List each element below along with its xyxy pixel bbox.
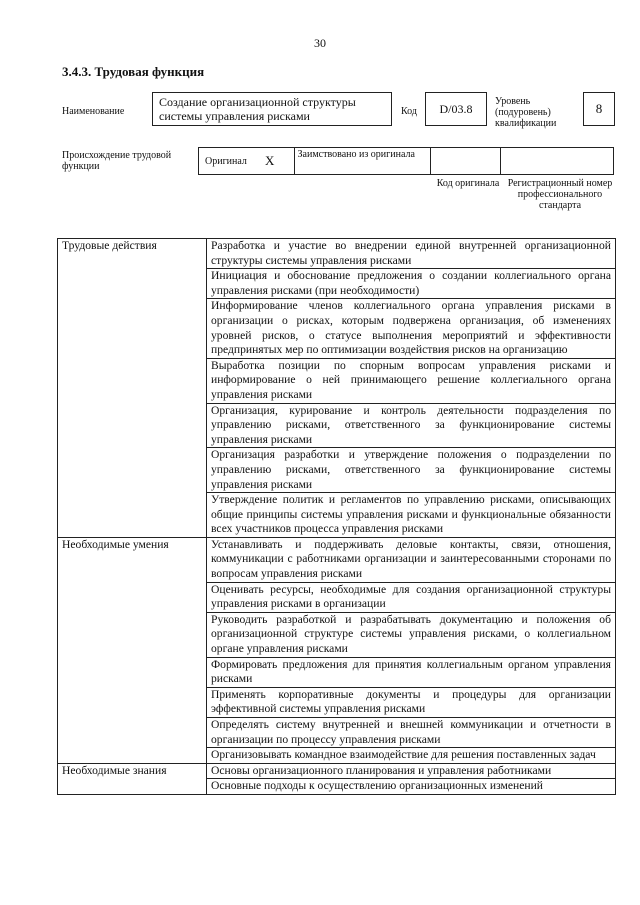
page-number: 30 bbox=[314, 36, 326, 50]
function-name-value: Создание организационной структуры системы управления рисками bbox=[159, 95, 356, 123]
table-cell: Организация, курирование и контроль деятельности подразделения по управлению рисками, ответственного за функционирование системы управления рисками bbox=[207, 403, 616, 448]
borrowed-label: Заимствовано из оригинала bbox=[297, 149, 415, 160]
section-label-skills: Необходимые умения bbox=[58, 537, 207, 763]
name-label: Наименование bbox=[62, 106, 125, 117]
original-mark: X bbox=[265, 153, 275, 168]
table-cell: Оценивать ресурсы, необходимые для создания организационной структуры управления рисками в организации bbox=[207, 582, 616, 612]
reg-number-cell bbox=[501, 148, 613, 174]
table-cell: Руководить разработкой и разрабатывать документацию и положения об организационной структуре системы управления рисками, о коллегиальном органе управления рисками bbox=[207, 612, 616, 657]
table-row bbox=[58, 763, 616, 779]
section-label-actions: Трудовые действия bbox=[58, 239, 207, 538]
code-label: Код bbox=[401, 106, 417, 117]
table-cell: Применять корпоративные документы и процедуры для организации эффективной системы управления рисками bbox=[207, 687, 616, 717]
level-label: Уровень (подуровень) квалификации bbox=[495, 96, 557, 129]
table-cell: Разработка и участие во внедрении единой внутренней организационной структуры системы управления рисками bbox=[207, 239, 616, 269]
table-cell: Основные подходы к осуществлению организационных изменений bbox=[207, 779, 616, 795]
table-cell: Организация разработки и утверждение положения о подразделении по управлению рисками, ответственного за функционирование системы управления рисками bbox=[207, 448, 616, 493]
level-value: 8 bbox=[595, 101, 603, 116]
table-row bbox=[58, 239, 616, 269]
table-cell: Информирование членов коллегиального органа управления рисками в организации о рисках, которым подвержена организация, об изменениях уровней рисков, о статусе выполнения мероприятий и эффективности предпринятых мер по оптимизации воздействия рисков на организацию bbox=[207, 299, 616, 358]
table-cell: Основы организационного планирования и управления работниками bbox=[207, 763, 616, 779]
code-origin-caption: Код оригинала bbox=[436, 178, 500, 189]
table-cell: Организовывать командное взаимодействие для решения поставленных задач bbox=[207, 748, 616, 764]
original-label: Оригинал bbox=[205, 156, 247, 167]
section-label-knowledge: Необходимые знания bbox=[58, 763, 207, 794]
code-box bbox=[425, 92, 487, 126]
origin-row bbox=[198, 147, 614, 175]
table-cell: Устанавливать и поддерживать деловые контакты, связи, отношения, коммуникации с работниками организации и заинтересованными сторонами по вопросам управления рисками bbox=[207, 537, 616, 582]
borrowed-cell bbox=[295, 148, 431, 174]
function-table bbox=[57, 238, 616, 795]
code-origin-cell bbox=[431, 148, 501, 174]
section-title: 3.4.3. Трудовая функция bbox=[62, 64, 205, 79]
code-value: D/03.8 bbox=[439, 101, 473, 116]
table-cell: Инициация и обоснование предложения о создании коллегиального органа управления рисками (при необходимости) bbox=[207, 269, 616, 299]
table-cell: Формировать предложения для принятия коллегиальным органом управления рисками bbox=[207, 657, 616, 687]
function-name-box bbox=[152, 92, 392, 126]
table-cell: Утверждение политик и регламентов по управлению рисками, описывающих общие принципы системы управления рисками и функциональные обязанности всех участников процесса управления рисками bbox=[207, 493, 616, 538]
table-cell: Выработка позиции по спорным вопросам управления рисками и информирование о ней принимающего решение коллегиального органа управления рисками bbox=[207, 358, 616, 403]
origin-label: Происхождение трудовой функции bbox=[62, 150, 172, 172]
table-cell: Определять систему внутренней и внешней коммуникации и отчетности в организации по процессу управления рисками bbox=[207, 718, 616, 748]
level-box bbox=[583, 92, 615, 126]
reg-number-caption: Регистрационный номер профессионального стандарта bbox=[507, 178, 613, 211]
original-cell bbox=[199, 148, 295, 174]
table-row bbox=[58, 537, 616, 582]
